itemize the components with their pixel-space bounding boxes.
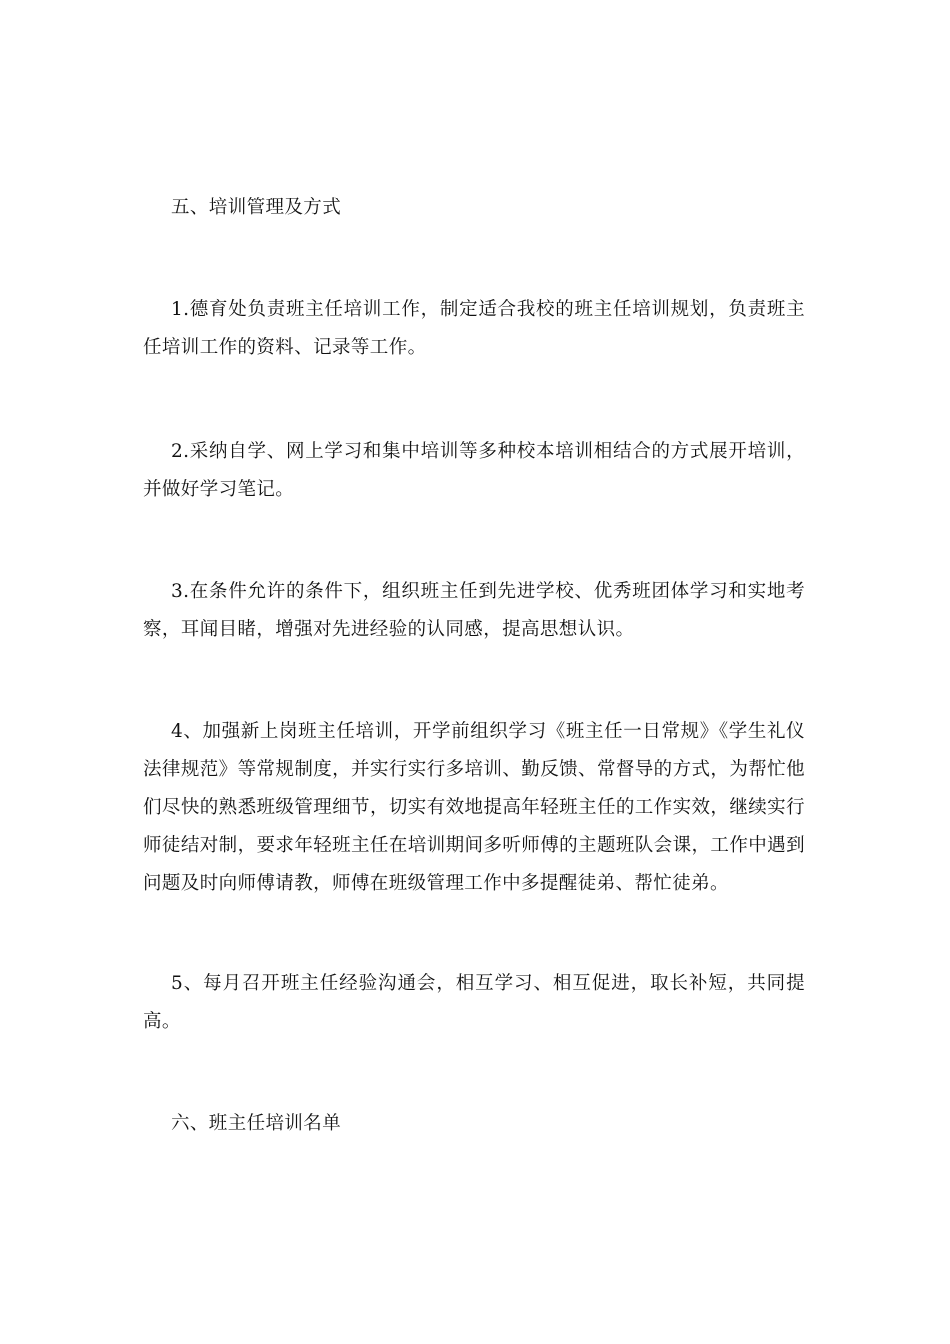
paragraph-item-3: 3.在条件允许的条件下，组织班主任到先进学校、优秀班团体学习和实地考察，耳闻目睹，增强对先进经验的认同感，提高思想认识。 (143, 581, 805, 640)
paragraph-item-5: 5、每月召开班主任经验沟通会，相互学习、相互促进，取长补短，共同提高。 (143, 973, 805, 1032)
paragraph-item-4: 4、加强新上岗班主任培训，开学前组织学习《班主任一日常规》《学生礼仪法律规范》等常规制度，并实行实行多培训、勤反馈、常督导的方式，为帮忙他们尽快的熟悉班级管理细节，切实有效地提高年轻班主任的工作实效，继续实行师徒结对制，要求年轻班主任在培训期间多听师傅的主题班队会课，工作中遇到问题及时向师傅请教，师傅在班级管理工作中多提醒徒弟、帮忙徒弟。 (143, 721, 805, 894)
paragraph-item-2: 2.采纳自学、网上学习和集中培训等多种校本培训相结合的方式展开培训，并做好学习笔记。 (143, 441, 805, 500)
section-heading-training-list: 六、班主任培训名单 (171, 1113, 342, 1134)
section-heading-training-management: 五、培训管理及方式 (171, 197, 342, 218)
paragraph-item-1: 1.德育处负责班主任培训工作，制定适合我校的班主任培训规划，负责班主任培训工作的资料、记录等工作。 (143, 299, 805, 358)
